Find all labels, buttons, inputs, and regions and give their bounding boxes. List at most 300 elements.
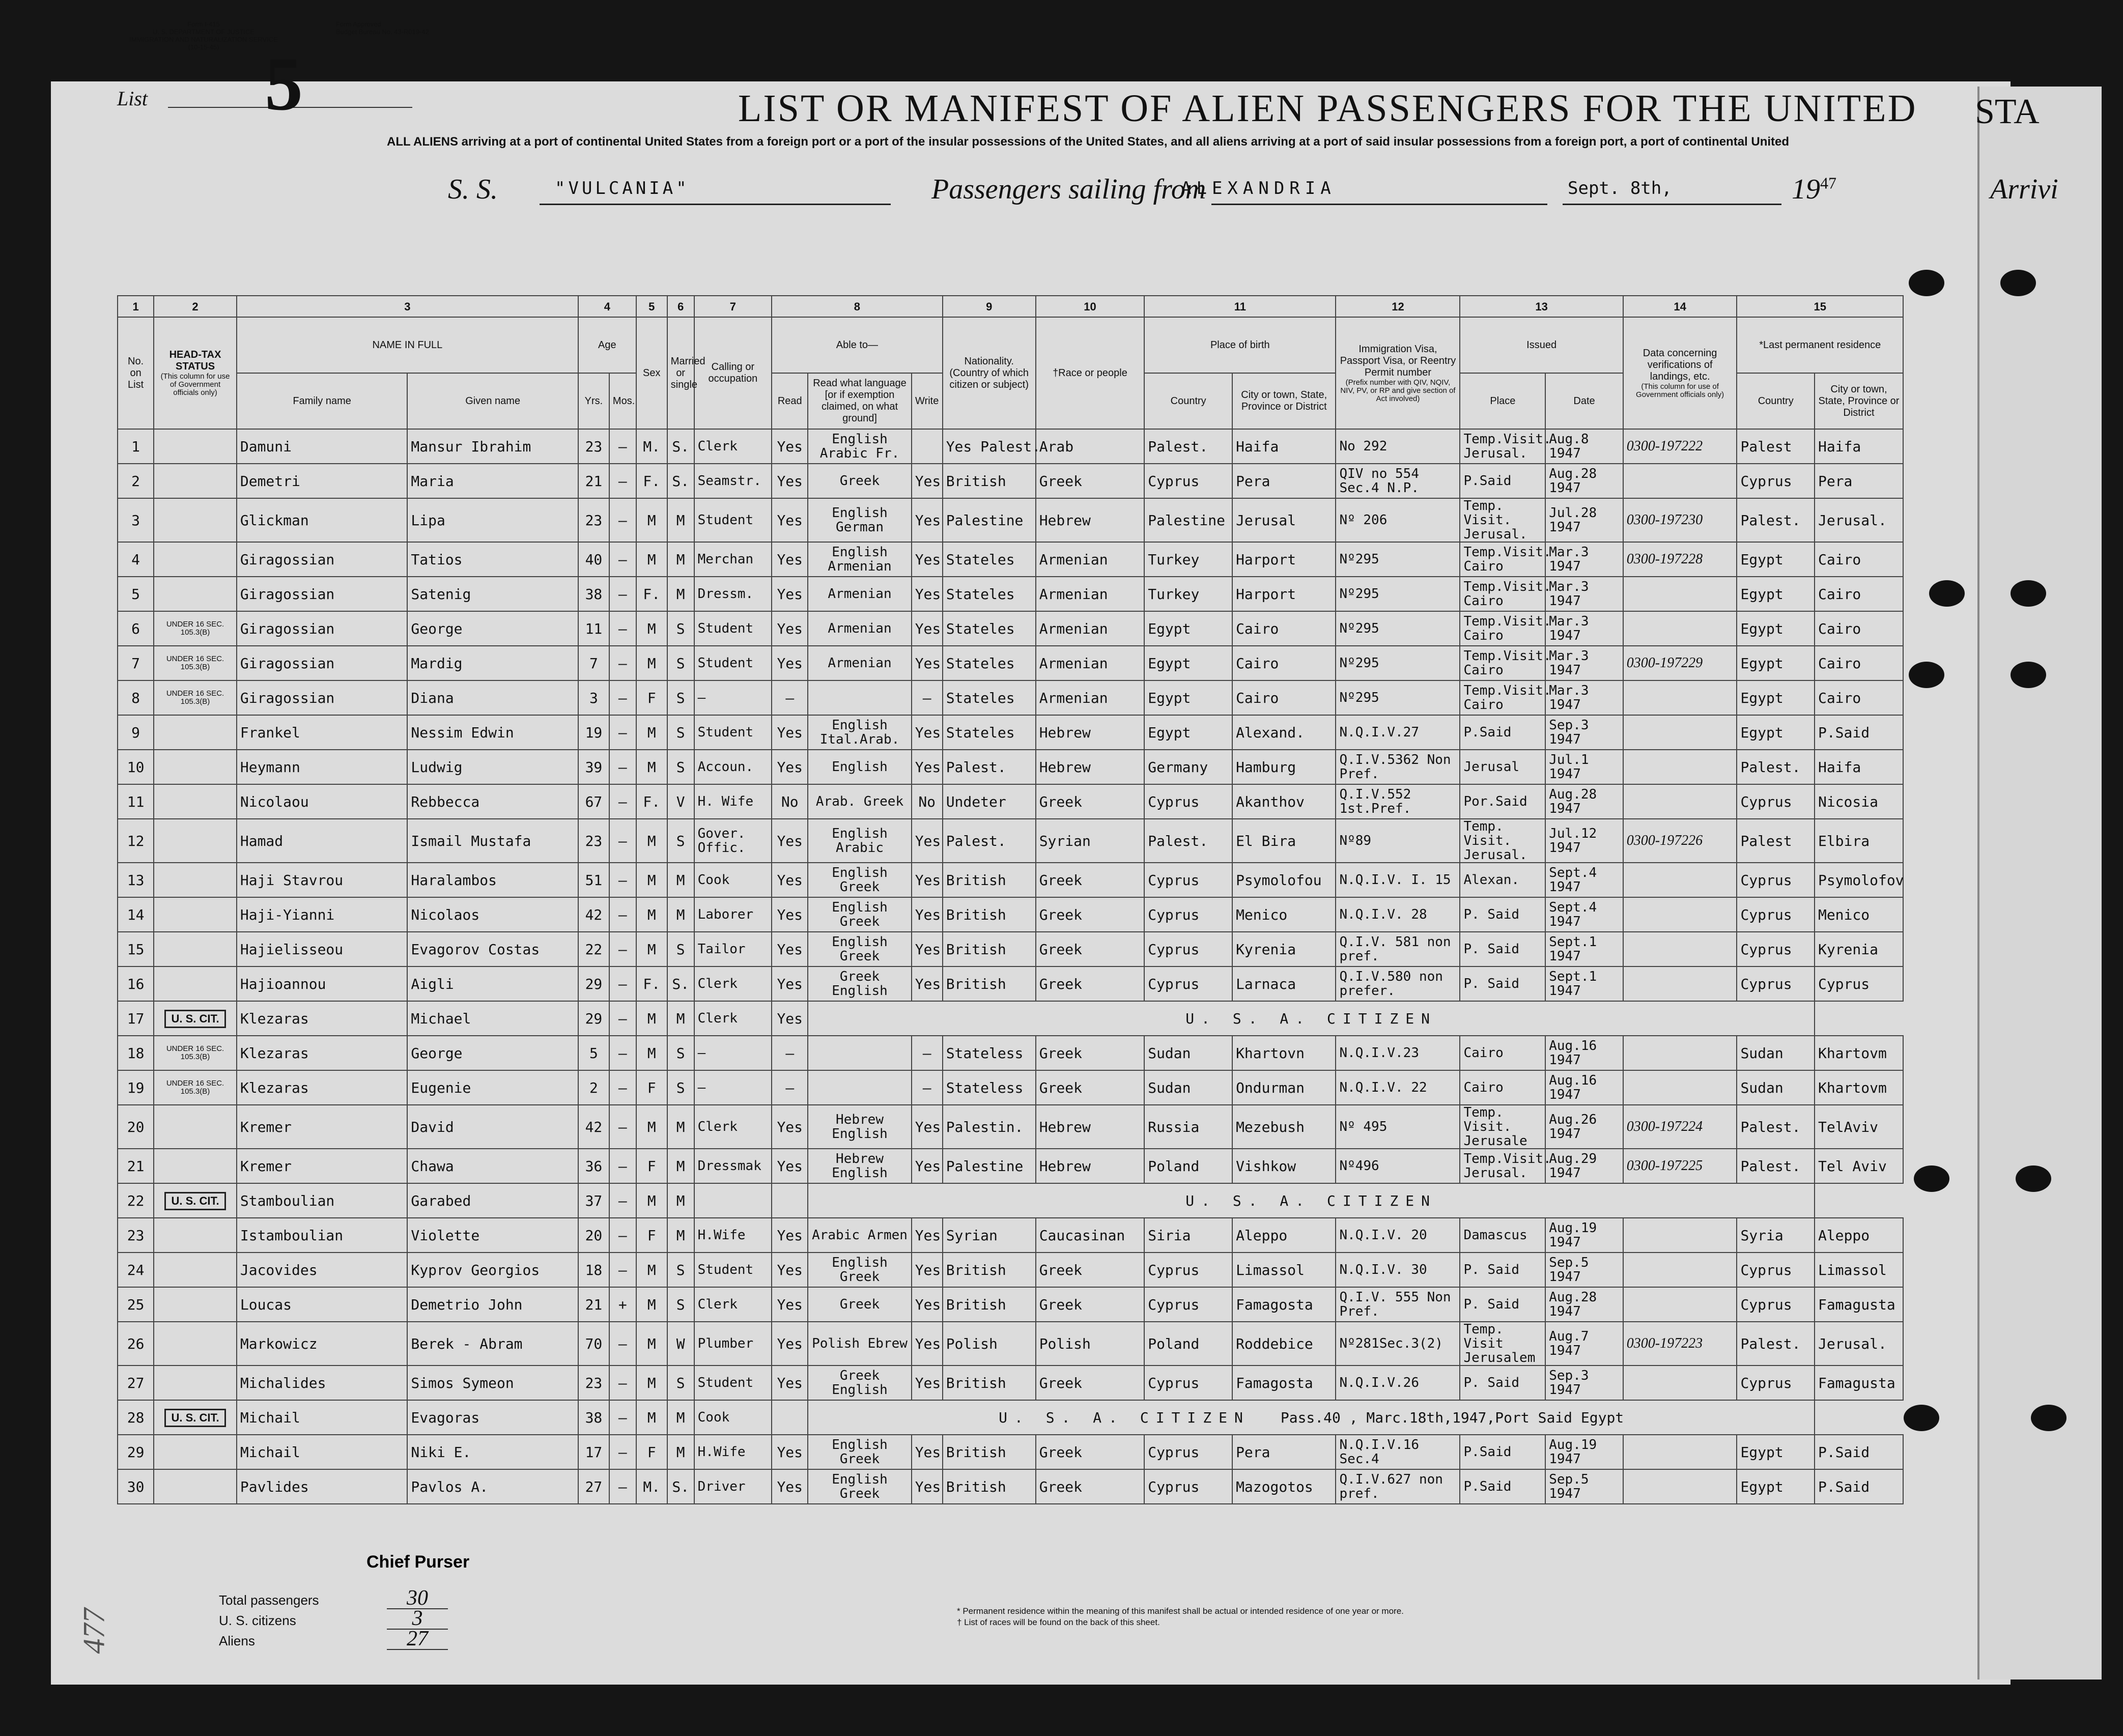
issued-date: Sep.3 1947 — [1545, 715, 1623, 750]
can-write: Yes — [912, 611, 943, 646]
row-number: 20 — [118, 1105, 154, 1149]
age-months: — — [609, 1070, 636, 1105]
occupation: Student — [694, 611, 772, 646]
table-row — [118, 498, 1903, 542]
residence-country: Syria — [1737, 1218, 1815, 1253]
head-tax-status — [154, 1400, 237, 1435]
given-name: Satenig — [407, 577, 578, 611]
read-language: English Greek — [808, 863, 911, 897]
verification — [1623, 1218, 1737, 1253]
residence-country: Cyprus — [1737, 1287, 1815, 1322]
family-name: Markowicz — [237, 1322, 408, 1365]
marital-status: S — [667, 680, 694, 715]
table-row — [118, 1253, 1903, 1287]
us-citizens-value: 3 — [387, 1608, 448, 1630]
head-tax-status — [154, 1149, 237, 1183]
visa-number: Q.I.V.580 non prefer. — [1336, 966, 1460, 1001]
can-read: Yes — [772, 1287, 808, 1322]
read-language: English Greek — [808, 932, 911, 966]
birth-country: Cyprus — [1144, 897, 1232, 932]
birth-country: Sudan — [1144, 1036, 1232, 1070]
family-name: Kremer — [237, 1105, 408, 1149]
given-name: Mardig — [407, 646, 578, 680]
given-name: David — [407, 1105, 578, 1149]
residence-country: Egypt — [1737, 542, 1815, 577]
race: Greek — [1036, 1287, 1145, 1322]
header-yrs: Yrs. — [578, 373, 609, 429]
given-name: Ludwig — [407, 750, 578, 784]
family-name: Glickman — [237, 498, 408, 542]
race: Armenian — [1036, 542, 1145, 577]
can-write: Yes — [912, 542, 943, 577]
birth-city: Cairo — [1232, 646, 1336, 680]
head-tax-status — [154, 646, 237, 680]
sex: M — [636, 1322, 667, 1365]
issued-date: Sept.4 1947 — [1545, 897, 1623, 932]
issued-place: Temp. Visit. Jerusal. — [1460, 498, 1545, 542]
table-row — [118, 1435, 1903, 1469]
age-years: 19 — [578, 715, 609, 750]
age-years: 39 — [578, 750, 609, 784]
marital-status: M — [667, 498, 694, 542]
birth-country: Siria — [1144, 1218, 1232, 1253]
can-write: Yes — [912, 932, 943, 966]
head-tax-status — [154, 577, 237, 611]
page-title-continued: STA — [1975, 92, 2040, 131]
age-years: 21 — [578, 1287, 609, 1322]
nationality: Yes Palest. — [943, 429, 1036, 464]
occupation: Student — [694, 1365, 772, 1400]
birth-city: Psymolofou — [1232, 863, 1336, 897]
birth-city: Akanthov — [1232, 784, 1336, 819]
can-read — [772, 1183, 808, 1218]
residence-city: Cairo — [1815, 611, 1903, 646]
read-language: English German — [808, 498, 911, 542]
visa-number: QIV no 554 Sec.4 N.P. — [1336, 464, 1460, 498]
race: Greek — [1036, 932, 1145, 966]
race: Armenian — [1036, 646, 1145, 680]
family-name: Loucas — [237, 1287, 408, 1322]
residence-city: Cairo — [1815, 646, 1903, 680]
colnum-1: 1 — [118, 296, 154, 317]
us-citizen-stamp: U. S. CIT. — [164, 1010, 225, 1028]
header-given-name: Given name — [407, 373, 578, 429]
race: Greek — [1036, 1253, 1145, 1287]
family-name: Klezaras — [237, 1070, 408, 1105]
occupation: Student — [694, 1253, 772, 1287]
race: Hebrew — [1036, 715, 1145, 750]
residence-city: Famagusta — [1815, 1287, 1903, 1322]
residence-country: Palest. — [1737, 1322, 1815, 1365]
service: IMMIGRATION AND NATURALIZATION SERVICE — [129, 36, 278, 43]
verification — [1623, 1287, 1737, 1322]
verifications-note: (This column for use of Government officials only) — [1636, 382, 1724, 399]
family-name: Hajioannou — [237, 966, 408, 1001]
issued-date: Aug.16 1947 — [1545, 1070, 1623, 1105]
issued-date: Jul.1 1947 — [1545, 750, 1623, 784]
sex: M — [636, 498, 667, 542]
head-tax-status — [154, 784, 237, 819]
given-name: Tatios — [407, 542, 578, 577]
can-read: Yes — [772, 897, 808, 932]
issued-date: Jul.28 1947 — [1545, 498, 1623, 542]
row-number: 9 — [118, 715, 154, 750]
header-sex: Sex — [636, 317, 667, 429]
race: Greek — [1036, 1435, 1145, 1469]
birth-city: Cairo — [1232, 611, 1336, 646]
can-write: Yes — [912, 1435, 943, 1469]
table-row — [118, 542, 1903, 577]
birth-country: Turkey — [1144, 577, 1232, 611]
colnum-11: 11 — [1144, 296, 1336, 317]
birth-country: Cyprus — [1144, 1287, 1232, 1322]
table-row — [118, 1036, 1903, 1070]
age-years: 38 — [578, 577, 609, 611]
verifications-title: Data concerning verifications of landings, etc. — [1643, 347, 1717, 382]
issued-place: Temp.Visit. Cairo — [1460, 542, 1545, 577]
sex: M — [636, 611, 667, 646]
read-language: Arabic Armen — [808, 1218, 911, 1253]
residence-city: Pera — [1815, 464, 1903, 498]
occupation: Clerk — [694, 1001, 772, 1036]
verification — [1623, 464, 1737, 498]
year-suffix: 47 — [1820, 174, 1836, 192]
verification — [1623, 577, 1737, 611]
row-number: 19 — [118, 1070, 154, 1105]
marital-status: S. — [667, 429, 694, 464]
row-number: 14 — [118, 897, 154, 932]
residence-country: Cyprus — [1737, 932, 1815, 966]
aliens-row — [219, 1629, 448, 1649]
row-number: 16 — [118, 966, 154, 1001]
can-write: Yes — [912, 646, 943, 680]
race: Syrian — [1036, 819, 1145, 863]
can-write: Yes — [912, 577, 943, 611]
header-issued-date: Date — [1545, 373, 1623, 429]
table-row — [118, 750, 1903, 784]
can-read: Yes — [772, 1001, 808, 1036]
age-months: — — [609, 577, 636, 611]
us-citizen-stamp: U. S. CIT. — [164, 1409, 225, 1427]
verification — [1623, 966, 1737, 1001]
birth-city: Famagosta — [1232, 1287, 1336, 1322]
marital-status: S — [667, 1365, 694, 1400]
issued-date: Aug.29 1947 — [1545, 1149, 1623, 1183]
residence-city: P.Said — [1815, 715, 1903, 750]
race: Greek — [1036, 966, 1145, 1001]
age-years: 29 — [578, 966, 609, 1001]
total-passengers-label: Total passengers — [219, 1592, 319, 1608]
race: Hebrew — [1036, 1105, 1145, 1149]
read-language: Greek English — [808, 1365, 911, 1400]
issued-date: Aug.28 1947 — [1545, 784, 1623, 819]
header-place-of-birth: Place of birth — [1144, 317, 1336, 373]
verification: 0300-197225 — [1623, 1149, 1737, 1183]
verification — [1623, 1365, 1737, 1400]
birth-country: Egypt — [1144, 611, 1232, 646]
birth-city: El Bira — [1232, 819, 1336, 863]
can-read: Yes — [772, 1218, 808, 1253]
table-row — [118, 1287, 1903, 1322]
table-row — [118, 1400, 1903, 1435]
read-language: English Arabic — [808, 819, 911, 863]
table-row — [118, 429, 1903, 464]
given-name: Simos Symeon — [407, 1365, 578, 1400]
birth-country: Palest. — [1144, 819, 1232, 863]
punch-hole-mark — [1909, 270, 1944, 296]
residence-country: Palest. — [1737, 498, 1815, 542]
occupation: Accoun. — [694, 750, 772, 784]
sex: M — [636, 1400, 667, 1435]
head-tax-status — [154, 1435, 237, 1469]
visa-number: N.Q.I.V. I. 15 — [1336, 863, 1460, 897]
birth-country: Turkey — [1144, 542, 1232, 577]
nationality: British — [943, 932, 1036, 966]
head-tax-status — [154, 464, 237, 498]
issued-place: P.Said — [1460, 1435, 1545, 1469]
nationality: Palestine — [943, 498, 1036, 542]
read-language: Hebrew English — [808, 1105, 911, 1149]
footnote-races: † List of races will be found on the back of this sheet. — [957, 1617, 1160, 1627]
issued-place: Temp.Visit. Cairo — [1460, 577, 1545, 611]
can-write: Yes — [912, 819, 943, 863]
read-language: Armenian — [808, 577, 911, 611]
age-months: — — [609, 611, 636, 646]
passenger-rows — [118, 429, 1903, 1504]
residence-city: Menico — [1815, 897, 1903, 932]
age-months: — — [609, 680, 636, 715]
sex: M — [636, 1183, 667, 1218]
age-months: — — [609, 542, 636, 577]
issued-place: P.Said — [1460, 1469, 1545, 1504]
family-name: Hamad — [237, 819, 408, 863]
header-mos: Mos. — [609, 373, 636, 429]
issued-date: Mar.3 1947 — [1545, 577, 1623, 611]
race: Polish — [1036, 1322, 1145, 1365]
visa-number: Nº89 — [1336, 819, 1460, 863]
row-number: 21 — [118, 1149, 154, 1183]
family-name: Michail — [237, 1435, 408, 1469]
birth-country: Poland — [1144, 1149, 1232, 1183]
row-number: 30 — [118, 1469, 154, 1504]
race: Greek — [1036, 1469, 1145, 1504]
read-language: Greek English — [808, 966, 911, 1001]
family-name: Giragossian — [237, 611, 408, 646]
given-name: Diana — [407, 680, 578, 715]
nationality: Stateles — [943, 646, 1036, 680]
age-years: 3 — [578, 680, 609, 715]
given-name: Aigli — [407, 966, 578, 1001]
sex: M — [636, 542, 667, 577]
marital-status: S — [667, 715, 694, 750]
sex: M — [636, 897, 667, 932]
age-months: — — [609, 1322, 636, 1365]
birth-country: Egypt — [1144, 715, 1232, 750]
marital-status: M — [667, 897, 694, 932]
colnum-9: 9 — [943, 296, 1036, 317]
row-number: 4 — [118, 542, 154, 577]
issued-place: Temp.Visit. Jerusal. — [1460, 429, 1545, 464]
race: Armenian — [1036, 680, 1145, 715]
residence-city: Jerusal. — [1815, 498, 1903, 542]
header-issued-place: Place — [1460, 373, 1545, 429]
ss-label: S. S. — [448, 174, 498, 205]
family-name: Klezaras — [237, 1001, 408, 1036]
birth-city: Vishkow — [1232, 1149, 1336, 1183]
family-name: Haji-Yianni — [237, 897, 408, 932]
issued-place: Alexan. — [1460, 863, 1545, 897]
table-row — [118, 1105, 1903, 1149]
issued-date: Aug.26 1947 — [1545, 1105, 1623, 1149]
table-row — [118, 1070, 1903, 1105]
residence-country: Palest. — [1737, 1105, 1815, 1149]
row-number: 11 — [118, 784, 154, 819]
table-row — [118, 1469, 1903, 1504]
residence-country: Palest — [1737, 819, 1815, 863]
header-able-to: Able to— — [772, 317, 943, 373]
birth-country: Cyprus — [1144, 1253, 1232, 1287]
issued-date: Aug.7 1947 — [1545, 1322, 1623, 1365]
age-years: 40 — [578, 542, 609, 577]
age-months: — — [609, 863, 636, 897]
occupation: Clerk — [694, 1105, 772, 1149]
sex: M — [636, 750, 667, 784]
residence-country: Egypt — [1737, 680, 1815, 715]
age-months: — — [609, 498, 636, 542]
issued-place: P. Said — [1460, 1253, 1545, 1287]
given-name: Kyprov Georgios — [407, 1253, 578, 1287]
row-number: 28 — [118, 1400, 154, 1435]
table-row — [118, 680, 1903, 715]
row-number: 13 — [118, 863, 154, 897]
verification — [1623, 863, 1737, 897]
residence-country: Palest. — [1737, 1149, 1815, 1183]
nationality: Syrian — [943, 1218, 1036, 1253]
birth-city: Pera — [1232, 1435, 1336, 1469]
nationality: British — [943, 863, 1036, 897]
race: Caucasinan — [1036, 1218, 1145, 1253]
visa-number: Nº295 — [1336, 611, 1460, 646]
age-months: — — [609, 464, 636, 498]
sex: M. — [636, 1469, 667, 1504]
birth-city: Ondurman — [1232, 1070, 1336, 1105]
age-years: 38 — [578, 1400, 609, 1435]
race: Greek — [1036, 1365, 1145, 1400]
margin-number: 477 — [77, 1608, 111, 1654]
birth-city: Haifa — [1232, 429, 1336, 464]
given-name: Nicolaos — [407, 897, 578, 932]
issued-place: P.Said — [1460, 715, 1545, 750]
nationality: Stateles — [943, 542, 1036, 577]
can-write: Yes — [912, 750, 943, 784]
issued-date: Aug.28 1947 — [1545, 464, 1623, 498]
visa-number — [808, 1400, 1815, 1435]
age-years: 23 — [578, 819, 609, 863]
verification — [1623, 1070, 1737, 1105]
row-number: 3 — [118, 498, 154, 542]
table-row — [118, 932, 1903, 966]
given-name: Michael — [407, 1001, 578, 1036]
colnum-15: 15 — [1737, 296, 1903, 317]
visa-number: N.Q.I.V. 22 — [1336, 1070, 1460, 1105]
age-years: 67 — [578, 784, 609, 819]
under-16-stamp: UNDER 16 SEC. 105.3(B) — [166, 689, 224, 706]
residence-city: Haifa — [1815, 750, 1903, 784]
age-years: 23 — [578, 1365, 609, 1400]
issued-date: Aug.28 1947 — [1545, 1287, 1623, 1322]
issued-date: Aug.16 1947 — [1545, 1036, 1623, 1070]
punch-hole-mark — [2011, 662, 2046, 688]
age-months: — — [609, 966, 636, 1001]
can-read: Yes — [772, 715, 808, 750]
head-tax-status — [154, 1469, 237, 1504]
marital-status: M — [667, 1149, 694, 1183]
verification: 0300-197222 — [1623, 429, 1737, 464]
can-write: Yes — [912, 715, 943, 750]
verification — [1623, 750, 1737, 784]
punch-hole-mark — [1929, 580, 1965, 607]
age-months: — — [609, 646, 636, 680]
read-language: English Armenian — [808, 542, 911, 577]
residence-country: Cyprus — [1737, 966, 1815, 1001]
family-name: Nicolaou — [237, 784, 408, 819]
nationality: Palestine — [943, 1149, 1036, 1183]
row-number: 23 — [118, 1218, 154, 1253]
age-years: 42 — [578, 897, 609, 932]
occupation: Student — [694, 715, 772, 750]
read-language: Greek — [808, 464, 911, 498]
header-read: Read — [772, 373, 808, 429]
citizen-note: U. S. A. CITIZEN — [1185, 1010, 1437, 1027]
head-tax-status — [154, 897, 237, 932]
head-tax-status — [154, 1001, 237, 1036]
birth-country: Russia — [1144, 1105, 1232, 1149]
race: Armenian — [1036, 611, 1145, 646]
table-row — [118, 1218, 1903, 1253]
birth-country: Sudan — [1144, 1070, 1232, 1105]
age-months: — — [609, 1253, 636, 1287]
birth-country: Cyprus — [1144, 863, 1232, 897]
colnum-7: 7 — [694, 296, 772, 317]
head-tax-status — [154, 680, 237, 715]
sex: F — [636, 1218, 667, 1253]
table-row — [118, 715, 1903, 750]
visa-number: N.Q.I.V. 30 — [1336, 1253, 1460, 1287]
given-name: Rebbecca — [407, 784, 578, 819]
age-years: 70 — [578, 1322, 609, 1365]
birth-country: Palestine — [1144, 498, 1232, 542]
occupation: Cook — [694, 1400, 772, 1435]
race: Greek — [1036, 1070, 1145, 1105]
can-write: Yes — [912, 1469, 943, 1504]
total-passengers-row — [219, 1588, 448, 1608]
can-write: — — [912, 680, 943, 715]
form-approved-label: Form Approved — [336, 20, 381, 28]
age-years: 7 — [578, 646, 609, 680]
nationality: British — [943, 1287, 1036, 1322]
can-read: Yes — [772, 611, 808, 646]
age-months: — — [609, 1218, 636, 1253]
given-name: Mansur Ibrahim — [407, 429, 578, 464]
residence-city: P.Said — [1815, 1469, 1903, 1504]
issued-date: Sept.4 1947 — [1545, 863, 1623, 897]
nationality: Stateless — [943, 1070, 1036, 1105]
given-name: Garabed — [407, 1183, 578, 1218]
department: U. S. DEPARTMENT OF JUSTICE — [152, 28, 255, 36]
residence-country: Egypt — [1737, 577, 1815, 611]
issued-date: Jul.12 1947 — [1545, 819, 1623, 863]
visa-number: N.Q.I.V.26 — [1336, 1365, 1460, 1400]
